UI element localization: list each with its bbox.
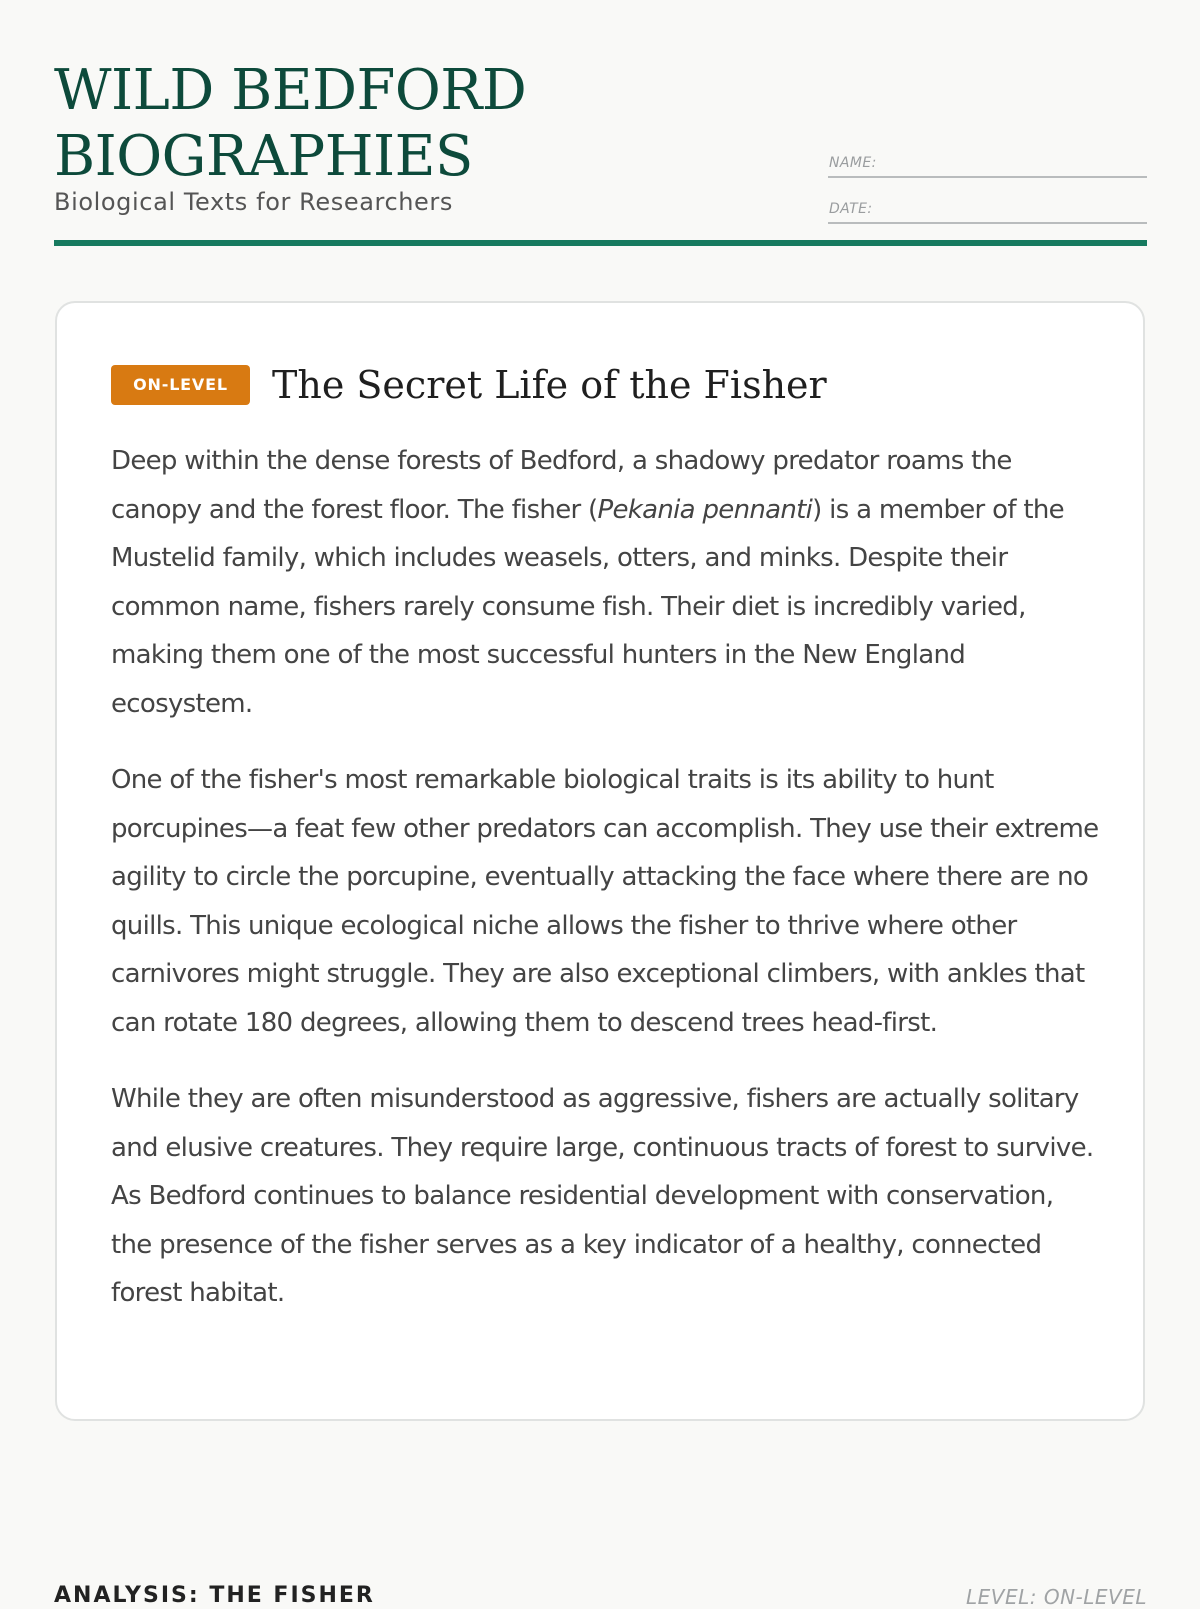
header-divider: [54, 240, 1147, 246]
publication-subtitle: Biological Texts for Researchers: [54, 188, 453, 216]
paragraph-3: While they are often misunderstood as aggressive, fishers are actually solitary and elusive creatures. They require large, continuous tracts of forest to survive. As Bedford continues to balance residential development with conservation, the presence of the fisher serves as a key indicator of a healthy, connected forest habitat.: [111, 1084, 1094, 1308]
paragraph-1: [111, 437, 1101, 728]
name-field-label: NAME:: [829, 155, 877, 171]
footer-level-label: LEVEL: ON-LEVEL: [966, 1585, 1147, 1609]
level-badge: ON-LEVEL: [111, 365, 250, 405]
publication-title-line-1: WILD BEDFORD: [54, 58, 527, 123]
article-card: [55, 301, 1145, 1421]
paragraph-1-text-end: ) is a member of the Mustelid family, which includes weasels, otters, and minks. Despite their common name, fishers rarely consume fish. Their diet is incredibly varied, making them one of the most successful hunters in the New England ecosystem.: [111, 494, 1064, 719]
paragraph-2: One of the fisher's most remarkable biological traits is its ability to hunt porcupines—a feat few other predators can accomplish. They use their extreme agility to circle the porcupine, eventually attacking the face where there are no quills. This unique ecological niche allows the fisher to thrive where other carnivores might struggle. They are also exceptional climbers, with ankles that can rotate 180 degrees, allowing them to descend trees head-first.: [111, 765, 1099, 1038]
page-header: [54, 58, 1147, 246]
paragraph-1-text-start: Deep within the dense forests of Bedford, a shadowy predator roams the canopy and the forest floor. The fisher (: [111, 446, 1012, 525]
footer-section-label: ANALYSIS: THE FISHER: [54, 1583, 375, 1608]
date-field-label: DATE:: [829, 201, 873, 217]
article-title: The Secret Life of the Fisher: [272, 363, 827, 407]
name-field[interactable]: [828, 146, 1147, 178]
scientific-name: Pekania pennanti: [597, 494, 813, 525]
date-field[interactable]: [828, 192, 1147, 224]
publication-title-line-2: BIOGRAPHIES: [54, 124, 473, 189]
publication-title: [54, 58, 526, 190]
article-body: [111, 437, 1101, 1346]
